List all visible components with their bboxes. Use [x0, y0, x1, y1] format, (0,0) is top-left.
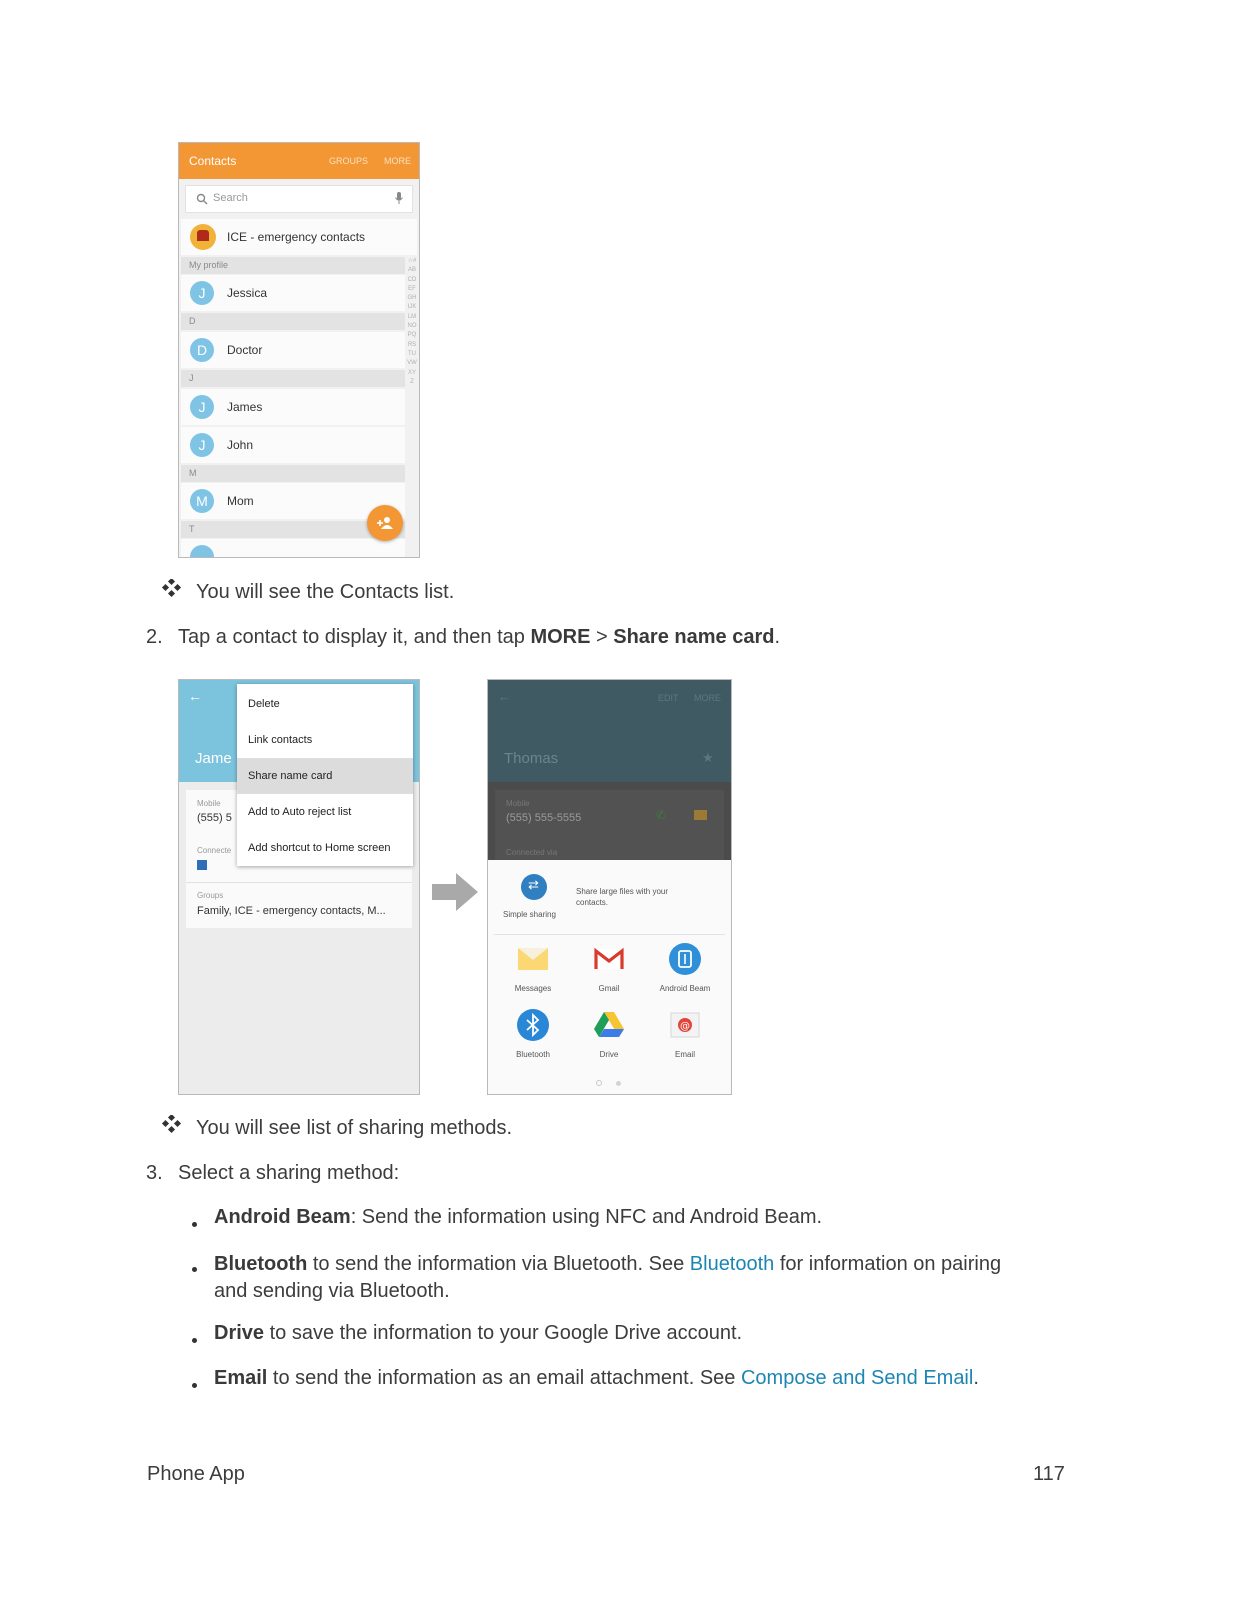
contact-row[interactable]	[181, 332, 405, 368]
dimmed-info-card	[488, 782, 731, 860]
android-beam-label: Android Beam	[659, 984, 711, 993]
simple-sharing-label: Simple sharing	[503, 910, 556, 919]
bullet-android-beam: Android Beam: Send the information using NFC and Android Beam.	[214, 1206, 823, 1228]
bullet-dot	[192, 1338, 197, 1343]
step-2-number: 2.	[146, 626, 163, 648]
contacts-title: Contacts	[189, 154, 237, 168]
page-number: 117	[1033, 1463, 1065, 1485]
divider	[494, 934, 725, 935]
right-arrow-icon	[430, 871, 480, 913]
contact-name-partial: Jame	[195, 750, 232, 767]
contact-name: John	[227, 438, 254, 452]
section-header: T	[181, 521, 405, 538]
bullet-dot	[192, 1267, 197, 1272]
contact-row[interactable]	[181, 275, 405, 311]
section-header: J	[181, 370, 405, 387]
menu-item-delete[interactable]: Delete	[248, 698, 280, 710]
step-3-text: Select a sharing method:	[178, 1162, 400, 1184]
search-icon	[196, 193, 208, 205]
avatar: J	[190, 433, 214, 457]
avatar: D	[190, 338, 214, 362]
dimmed-detail-header	[488, 680, 731, 782]
drive-label: Drive	[599, 1050, 619, 1059]
step-3-number: 3.	[146, 1162, 163, 1184]
share-app-messages[interactable]	[495, 942, 571, 1002]
mobile-label: Mobile	[197, 799, 221, 808]
email-icon	[668, 1008, 702, 1042]
more-keyword: MORE	[530, 626, 591, 648]
back-arrow-icon: ←	[498, 689, 511, 704]
bluetooth-label: Bluetooth	[516, 1050, 550, 1059]
avatar	[190, 545, 214, 558]
contact-name: Doctor	[227, 343, 263, 357]
contact-row-partial[interactable]	[181, 539, 405, 558]
bluetooth-icon	[516, 1008, 550, 1042]
caption-contacts-list: You will see the Contacts list.	[196, 581, 455, 603]
gmail-icon	[592, 942, 626, 976]
menu-item-share-name-card[interactable]: Share name card	[237, 758, 413, 794]
more-button: MORE	[694, 693, 721, 703]
mobile-value-partial: (555) 5	[197, 812, 232, 824]
groups-value: Family, ICE - emergency contacts, M...	[197, 905, 386, 917]
page-indicator	[596, 1080, 626, 1086]
bullet-email: Email to send the information as an email attachment. See Compose and Send Email.	[214, 1367, 979, 1389]
compose-send-email-link[interactable]: Compose and Send Email	[740, 1367, 974, 1389]
drive-icon	[592, 1008, 626, 1042]
share-app-email[interactable]	[647, 1008, 723, 1068]
share-sheet-screenshot	[487, 679, 732, 1095]
microphone-icon[interactable]	[394, 191, 404, 205]
contact-name: Mom	[227, 494, 254, 508]
connected-label: Connected via	[506, 848, 558, 857]
messages-icon	[516, 942, 550, 976]
simple-sharing-desc: Share large files with your contacts.	[576, 887, 669, 907]
section-header: D	[181, 313, 405, 330]
email-label: Email	[674, 1050, 695, 1059]
step-2-lead: Tap a contact to display it, and then tap	[178, 626, 531, 648]
contact-name: Jessica	[227, 286, 268, 300]
favorite-star-icon: ★	[702, 750, 714, 765]
bullet-bluetooth: Bluetooth to send the information via Bluetooth. See Bluetooth for information on pairing and sending via Bluetooth.	[214, 1253, 1002, 1302]
avatar: J	[190, 395, 214, 419]
contacts-screenshot	[178, 142, 420, 558]
contact-name: James	[227, 400, 263, 414]
ice-row[interactable]	[181, 219, 417, 255]
android-beam-icon	[668, 942, 702, 976]
edit-button: EDIT	[658, 693, 679, 703]
contact-row[interactable]	[181, 427, 405, 463]
message-icon	[694, 810, 707, 820]
my-profile-header: My profile	[181, 257, 405, 274]
mobile-value: (555) 555-5555	[506, 812, 582, 824]
search-bar[interactable]	[185, 185, 413, 213]
share-name-card-keyword: Share name card	[613, 626, 775, 648]
add-person-icon	[376, 515, 394, 531]
contacts-app-bar	[179, 143, 419, 179]
bullet-dot	[192, 1222, 197, 1227]
bullet-drive: Drive to save the information to your Google Drive account.	[214, 1322, 743, 1344]
svg-text:@: @	[680, 1021, 690, 1032]
messages-label: Messages	[514, 984, 552, 993]
footer-section: Phone App	[147, 1463, 245, 1485]
menu-item-home-shortcut[interactable]: Add shortcut to Home screen	[248, 842, 391, 854]
bullet-dot	[192, 1383, 197, 1388]
avatar: J	[190, 281, 214, 305]
alphabet-index[interactable]: ☆#ABCDEFGHIJKLMNOPQRSTUVWXYZ	[407, 258, 417, 385]
caption-sharing-methods: You will see list of sharing methods.	[196, 1117, 513, 1139]
bullet-diamond-icon	[160, 1115, 182, 1135]
simple-sharing-icon: ⇄	[521, 874, 547, 900]
share-app-bluetooth[interactable]	[495, 1008, 571, 1068]
bluetooth-link[interactable]: Bluetooth	[689, 1253, 775, 1275]
step-2-end: .	[774, 626, 781, 648]
contact-detail-screenshot	[178, 679, 420, 1095]
add-contact-button[interactable]	[367, 505, 403, 541]
simple-sharing-option[interactable]	[488, 866, 731, 928]
more-button[interactable]: MORE	[384, 156, 411, 166]
step-2-text	[178, 626, 780, 649]
connected-app-icon	[197, 860, 207, 870]
menu-item-link-contacts[interactable]: Link contacts	[248, 734, 313, 746]
groups-button[interactable]: GROUPS	[329, 156, 369, 166]
groups-label: Groups	[197, 891, 224, 900]
more-menu	[237, 684, 413, 866]
contact-row[interactable]	[181, 389, 405, 425]
section-header: M	[181, 465, 405, 482]
bullet-diamond-icon	[160, 579, 182, 599]
ice-label: ICE - emergency contacts	[227, 230, 366, 244]
mobile-label: Mobile	[506, 799, 530, 808]
step-2-separator: >	[590, 626, 614, 648]
menu-item-auto-reject[interactable]: Add to Auto reject list	[248, 806, 352, 818]
divider	[186, 882, 412, 883]
contact-name: Thomas	[504, 750, 559, 767]
avatar: M	[190, 489, 214, 513]
gmail-label: Gmail	[598, 984, 620, 993]
connected-label: Connecte	[197, 846, 232, 855]
share-app-android-beam[interactable]	[647, 942, 723, 1002]
share-app-gmail[interactable]	[571, 942, 647, 1002]
phone-icon: ✆	[656, 808, 667, 822]
back-arrow-icon[interactable]: ←	[188, 688, 202, 704]
search-placeholder: Search	[213, 192, 248, 204]
share-app-drive[interactable]	[571, 1008, 647, 1068]
ice-icon	[190, 224, 216, 250]
